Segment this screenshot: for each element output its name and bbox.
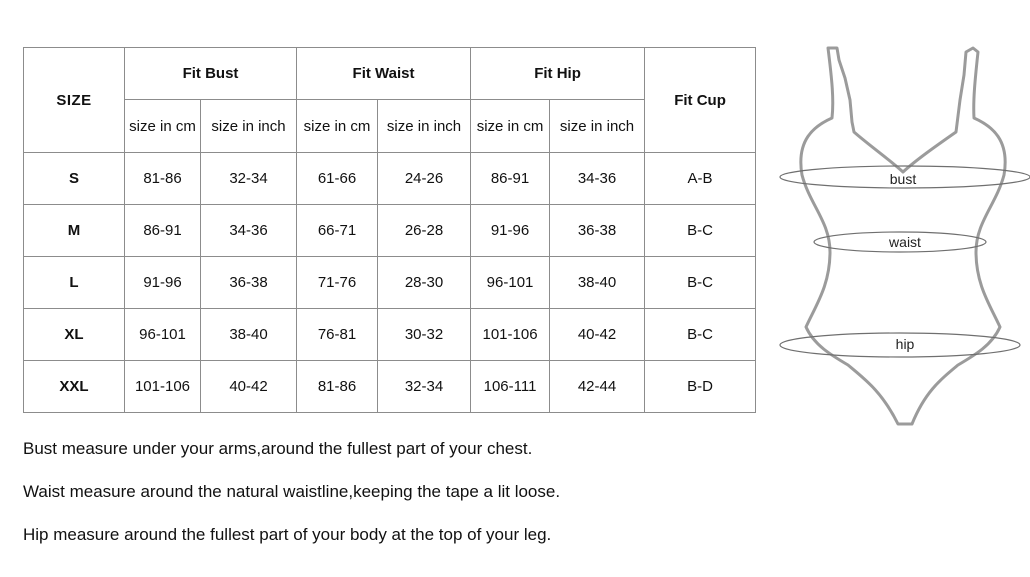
- hip-inch-cell: 42-44: [550, 361, 645, 413]
- hip-label: hip: [895, 336, 915, 352]
- table-row: [24, 257, 756, 309]
- hip-inch-cell: 34-36: [550, 153, 645, 205]
- waist-note: Waist measure around the natural waistline,keeping the tape a lit loose.: [23, 482, 561, 501]
- fit-waist-header: Fit Waist: [297, 48, 471, 100]
- bust-inch-cell: 38-40: [201, 309, 297, 361]
- bust-cm-cell: 91-96: [125, 257, 201, 309]
- size-header: SIZE: [24, 48, 125, 153]
- waist-inch-cell: 28-30: [378, 257, 471, 309]
- row-size-label: S: [24, 153, 125, 205]
- hip-cm-cell: 96-101: [471, 257, 550, 309]
- waist-cm-cell: 71-76: [297, 257, 378, 309]
- hip-inch-cell: 36-38: [550, 205, 645, 257]
- waist-inch-cell: 30-32: [378, 309, 471, 361]
- bust-cm-cell: 86-91: [125, 205, 201, 257]
- waist-cm-cell: 61-66: [297, 153, 378, 205]
- fit-cup-header: Fit Cup: [645, 48, 756, 153]
- fit-hip-header: Fit Hip: [471, 48, 645, 100]
- bust-cm-cell: 101-106: [125, 361, 201, 413]
- hip-inch-cell: 38-40: [550, 257, 645, 309]
- hip-cm-cell: 86-91: [471, 153, 550, 205]
- waist-cm-cell: 76-81: [297, 309, 378, 361]
- bust-inch-subheader: size in inch: [201, 100, 297, 153]
- bust-inch-cell: 34-36: [201, 205, 297, 257]
- swimsuit-measurement-diagram: [772, 40, 1030, 432]
- row-size-label: XXL: [24, 361, 125, 413]
- bust-inch-cell: 40-42: [201, 361, 297, 413]
- hip-note: Hip measure around the fullest part of your body at the top of your leg.: [23, 525, 552, 544]
- bust-note: Bust measure under your arms,around the fullest part of your chest.: [23, 439, 533, 458]
- measurement-notes: [23, 438, 560, 567]
- table-row: [24, 205, 756, 257]
- hip-cm-cell: 106-111: [471, 361, 550, 413]
- waist-inch-cell: 26-28: [378, 205, 471, 257]
- bust-inch-cell: 36-38: [201, 257, 297, 309]
- cup-cell: B-D: [645, 361, 756, 413]
- waist-inch-subheader: size in inch: [378, 100, 471, 153]
- waist-inch-cell: 32-34: [378, 361, 471, 413]
- row-size-label: XL: [24, 309, 125, 361]
- hip-cm-cell: 91-96: [471, 205, 550, 257]
- hip-cm-subheader: size in cm: [471, 100, 550, 153]
- fit-bust-header: Fit Bust: [125, 48, 297, 100]
- hip-cm-cell: 101-106: [471, 309, 550, 361]
- waist-cm-subheader: size in cm: [297, 100, 378, 153]
- waist-label: waist: [889, 234, 921, 250]
- cup-cell: B-C: [645, 205, 756, 257]
- hip-inch-cell: 40-42: [550, 309, 645, 361]
- row-size-label: M: [24, 205, 125, 257]
- cup-cell: B-C: [645, 309, 756, 361]
- cup-cell: A-B: [645, 153, 756, 205]
- bust-cm-cell: 96-101: [125, 309, 201, 361]
- hip-inch-subheader: size in inch: [550, 100, 645, 153]
- bust-cm-cell: 81-86: [125, 153, 201, 205]
- row-size-label: L: [24, 257, 125, 309]
- table-row: [24, 309, 756, 361]
- table-row: [24, 153, 756, 205]
- waist-inch-cell: 24-26: [378, 153, 471, 205]
- bust-label: bust: [889, 171, 917, 187]
- cup-cell: B-C: [645, 257, 756, 309]
- size-chart-table: [23, 47, 756, 413]
- table-row: [24, 361, 756, 413]
- bust-cm-subheader: size in cm: [125, 100, 201, 153]
- bust-inch-cell: 32-34: [201, 153, 297, 205]
- waist-cm-cell: 81-86: [297, 361, 378, 413]
- waist-cm-cell: 66-71: [297, 205, 378, 257]
